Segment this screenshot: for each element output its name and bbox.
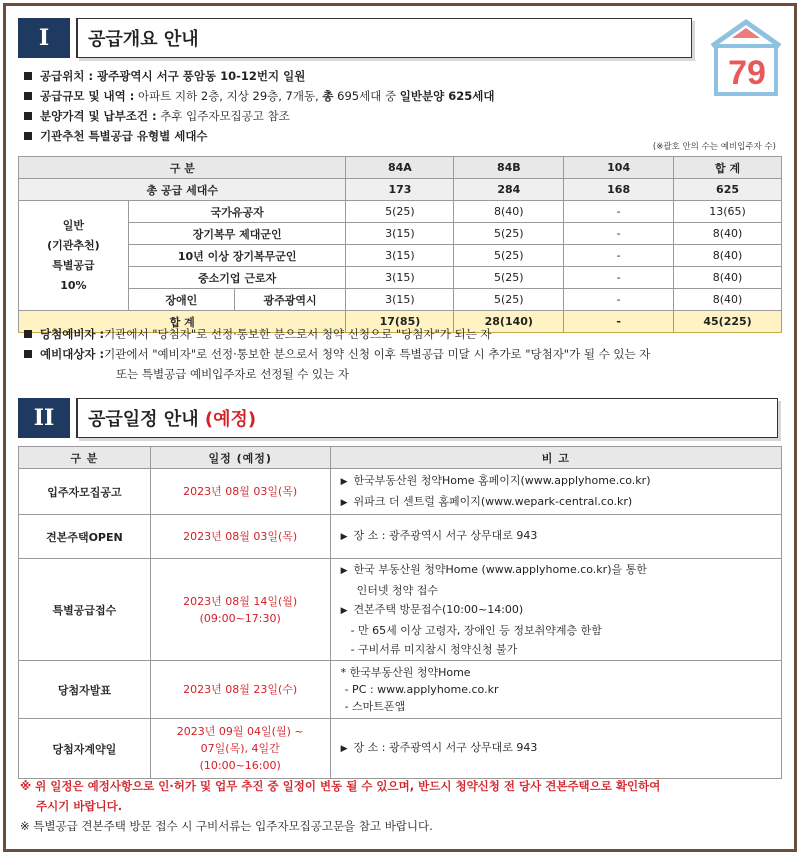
table-cell: 8(40) [674, 289, 782, 311]
table-cell: - [564, 311, 674, 333]
special-supply-label: 일반 (기관추천) 특별공급 10% [19, 201, 129, 311]
table-cell: 45(225) [674, 311, 782, 333]
triangle-bullet-icon: ▶ [340, 476, 348, 487]
schedule-notes: ▶ 한국 부동산원 청약Home (www.applyhome.co.kr)을 통한 인터넷 청약 접수 ▶ 견본주택 방문접수(10:00~14:00) - 만 65세 이상 고령자, 장애인 등 정보취약계층 한함 - 구비서류 미지참시 청약신청 불가 [330, 559, 781, 661]
table-cell: 8(40) [454, 201, 564, 223]
row-label: 당첨자계약일 [19, 719, 151, 779]
table-cell: 8(40) [674, 223, 782, 245]
table-cell: 3(15) [346, 223, 454, 245]
header-104: 104 [564, 157, 674, 179]
table-cell: 3(15) [346, 267, 454, 289]
triangle-bullet-icon: ▶ [340, 532, 348, 542]
bullet-special-supply: 기관추천 특별공급 유형별 세대수 [24, 126, 494, 146]
square-bullet-icon [24, 92, 32, 100]
row-label: 장애인 [128, 289, 234, 311]
brand-logo [706, 16, 786, 98]
table-cell: - [564, 289, 674, 311]
table-cell: 5(25) [454, 245, 564, 267]
square-bullet-icon [24, 112, 32, 120]
table-cell: 284 [454, 179, 564, 201]
schedule-date: 2023년 08월 03일(목) [150, 469, 330, 515]
row-label: 합 계 [19, 311, 346, 333]
table-note: (※괄호 안의 수는 예비입주자 수) [652, 142, 776, 152]
header-84a: 84A [346, 157, 454, 179]
row-sublabel: 광주광역시 [234, 289, 346, 311]
square-bullet-icon [24, 350, 32, 358]
overview-bullets [24, 66, 494, 146]
table-row [19, 245, 782, 267]
section-1-header [18, 18, 692, 58]
schedule-row-model-house [19, 515, 782, 559]
table-cell: 625 [674, 179, 782, 201]
table-row [19, 267, 782, 289]
row-label: 국가유공자 [128, 201, 346, 223]
table-cell: 3(15) [346, 289, 454, 311]
total-supply-row [19, 179, 782, 201]
table-row [19, 201, 782, 223]
definition-reserve-winner: 당첨예비자 : 기관에서 "당첨자"로 선정·통보한 분으로서 청약 신청으로 "당첨자"가 되는 자 [24, 324, 650, 344]
schedule-notes: ▶ 장 소 : 광주광역시 서구 상무대로 943 [330, 719, 781, 779]
schedule-notes: * 한국부동산원 청약Home - PC : www.applyhome.co.kr - 스마트폰앱 [330, 661, 781, 719]
supply-table [18, 156, 782, 333]
square-bullet-icon [24, 72, 32, 80]
schedule-warning: ※ 위 일정은 예정사항으로 인·허가 및 업무 추진 중 일정이 변동 될 수 있으며, 반드시 청약신청 전 당사 견본주택으로 확인하여 [20, 779, 661, 793]
triangle-bullet-icon: ▶ [340, 744, 348, 754]
bullet-scale: 공급규모 및 내역 : 아파트 지하 2층, 지상 29층, 7개동, 총 695세대 중 일반분양 625세대 [24, 86, 494, 106]
header-category: 구 분 [19, 447, 151, 469]
header-category: 구 분 [19, 157, 346, 179]
definition-reserve-candidate: 예비대상자 : 기관에서 "예비자"로 선정·통보한 분으로서 청약 신청 이후 특별공급 미달 시 추가로 "당첨자"가 될 수 있는 자 [24, 344, 650, 364]
schedule-notes: ▶ 한국부동산원 청약Home 홈페이지(www.applyhome.co.kr) ▶ 위파크 더 센트럴 홈페이지(www.wepark-central.co.kr) [330, 469, 781, 515]
section-2-number: II [18, 398, 70, 438]
table-cell: 5(25) [454, 223, 564, 245]
table-cell: - [564, 245, 674, 267]
row-label: 총 공급 세대수 [19, 179, 346, 201]
row-label: 당첨자발표 [19, 661, 151, 719]
section-2-header [18, 398, 778, 438]
table-cell: 13(65) [674, 201, 782, 223]
triangle-bullet-icon: ▶ [340, 566, 348, 576]
section-1-number: I [18, 18, 70, 58]
header-total: 합 계 [674, 157, 782, 179]
schedule-row-announcement [19, 469, 782, 515]
table-cell: - [564, 267, 674, 289]
table-cell: 8(40) [674, 245, 782, 267]
schedule-row-contract [19, 719, 782, 779]
schedule-date: 2023년 08월 03일(목) [150, 515, 330, 559]
schedule-row-winner-announcement [19, 661, 782, 719]
header-84b: 84B [454, 157, 564, 179]
square-bullet-icon [24, 132, 32, 140]
table-cell: 17(85) [346, 311, 454, 333]
table-cell: 3(15) [346, 245, 454, 267]
table-cell: 5(25) [346, 201, 454, 223]
row-label: 견본주택OPEN [19, 515, 151, 559]
table-header-row [19, 157, 782, 179]
section-1-title: 공급개요 안내 [76, 18, 692, 58]
definition-continuation: 또는 특별공급 예비입주자로 선정될 수 있는 자 [116, 367, 350, 381]
table-cell: 168 [564, 179, 674, 201]
square-bullet-icon [24, 330, 32, 338]
table-row [19, 289, 782, 311]
row-label: 장기복무 제대군인 [128, 223, 346, 245]
logo-number: 79 [728, 54, 766, 92]
row-label: 10년 이상 장기복무군인 [128, 245, 346, 267]
table-cell: 5(25) [454, 267, 564, 289]
schedule-table [18, 446, 782, 779]
table-cell: - [564, 223, 674, 245]
schedule-row-special-supply [19, 559, 782, 661]
header-date: 일정 (예정) [150, 447, 330, 469]
definitions [24, 324, 650, 384]
schedule-date: 2023년 08월 14일(월) (09:00~17:30) [150, 559, 330, 661]
table-cell: 5(25) [454, 289, 564, 311]
triangle-bullet-icon: ▶ [340, 497, 348, 508]
bullet-location: 공급위치 : 광주광역시 서구 풍암동 10-12번지 일원 [24, 66, 494, 86]
schedule-header-row [19, 447, 782, 469]
bullet-price: 분양가격 및 납부조건 : 추후 입주자모집공고 참조 [24, 106, 494, 126]
row-label: 중소기업 근로자 [128, 267, 346, 289]
triangle-bullet-icon: ▶ [340, 606, 348, 616]
schedule-warning-cont: 주시기 바랍니다. [36, 799, 123, 813]
document-note: ※ 특별공급 견본주택 방문 접수 시 구비서류는 입주자모집공고문을 참고 바랍니다. [20, 819, 433, 833]
section-2-title: 공급일정 안내 (예정) [76, 398, 778, 438]
schedule-date: 2023년 08월 23일(수) [150, 661, 330, 719]
table-row [19, 223, 782, 245]
row-label: 특별공급접수 [19, 559, 151, 661]
table-cell: - [564, 201, 674, 223]
footer-notes [20, 776, 660, 836]
row-label: 입주자모집공고 [19, 469, 151, 515]
table-cell: 28(140) [454, 311, 564, 333]
schedule-date: 2023년 09월 04일(월) ~ 07일(목), 4일간 (10:00~16:00) [150, 719, 330, 779]
table-cell: 8(40) [674, 267, 782, 289]
schedule-notes: ▶ 장 소 : 광주광역시 서구 상무대로 943 [330, 515, 781, 559]
table-cell: 173 [346, 179, 454, 201]
header-remarks: 비 고 [330, 447, 781, 469]
